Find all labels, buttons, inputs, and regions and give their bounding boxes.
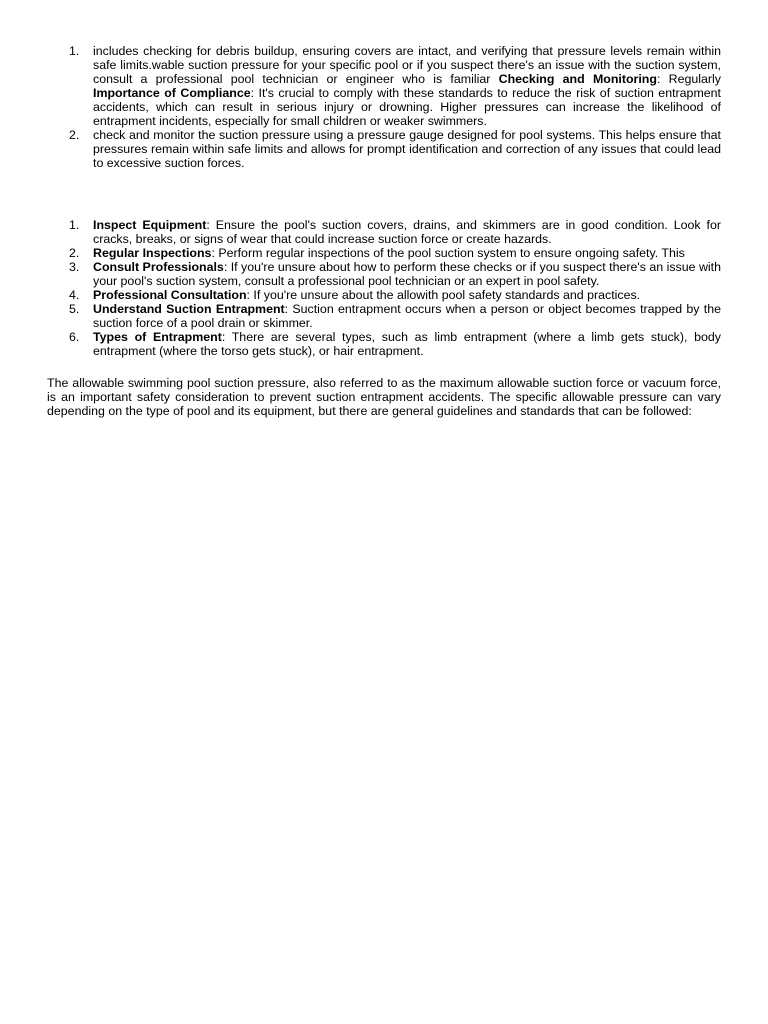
list-item: [47, 260, 721, 288]
list-item: [47, 302, 721, 330]
list-item-text: Regular Inspections: Perform regular inspections of the pool suction system to ensure ongoing safety. This: [93, 246, 685, 260]
list-number: 1.: [69, 44, 80, 58]
bold-term: Importance of Compliance: [93, 86, 251, 100]
list-item: [47, 218, 721, 246]
list-item-text: includes checking for debris buildup, ensuring covers are intact, and verifying that pressure levels remain within safe limits.wable suction pressure for your specific pool or if you suspect there's an issue with the suction system, consult a professional pool technician or engineer who is familiar Checking and Monitoring: Regularly Importance of Compliance: It's crucial to comply with these standards to reduce the risk of suction entrapment accidents, which can result in serious injury or drowning. Higher pressures can increase the likelihood of entrapment incidents, especially for small children or weaker swimmers.: [93, 44, 721, 128]
numbered-list-top: [47, 44, 721, 170]
list-item: [47, 288, 721, 302]
body-paragraph: The allowable swimming pool suction pressure, also referred to as the maximum allowable suction force or vacuum force, is an important safety consideration to prevent suction entrapment accidents. The specific allowable pressure can vary depending on the type of pool and its equipment, but there are general guidelines and standards that can be followed:: [47, 376, 721, 418]
list-item-text: check and monitor the suction pressure using a pressure gauge designed for pool systems. This helps ensure that pressures remain within safe limits and allows for prompt identification and correction of any issues that could lead to excessive suction forces.: [93, 128, 721, 170]
list-item-text: Professional Consultation: If you're unsure about the allowith pool safety standards and practices.: [93, 288, 641, 302]
list-item: [47, 128, 721, 170]
list-number: 1.: [69, 218, 80, 232]
bold-term: Regular Inspections: [93, 246, 212, 260]
list-item: [47, 330, 721, 358]
list-number: 3.: [69, 260, 80, 274]
document-body: [47, 44, 721, 430]
bold-term: Consult Professionals: [93, 260, 224, 274]
list-number: 2.: [69, 246, 80, 260]
list-item-text: Inspect Equipment: Ensure the pool's suction covers, drains, and skimmers are in good condition. Look for cracks, breaks, or signs of wear that could increase suction force or create hazards.: [93, 218, 721, 246]
numbered-list-bottom: [47, 218, 721, 358]
list-item-text: Types of Entrapment: There are several types, such as limb entrapment (where a limb gets stuck), body entrapment (where the torso gets stuck), or hair entrapment.: [93, 330, 721, 358]
bold-term: Types of Entrapment: [93, 330, 222, 344]
list-item: [47, 44, 721, 128]
bold-term: Understand Suction Entrapment: [93, 302, 285, 316]
list-number: 6.: [69, 330, 80, 344]
bold-term: Inspect Equipment: [93, 218, 207, 232]
list-number: 4.: [69, 288, 80, 302]
bold-term: Checking and Monitoring: [498, 72, 657, 86]
list-item-text: Consult Professionals: If you're unsure about how to perform these checks or if you suspect there's an issue with your pool's suction system, consult a professional pool technician or an expert in pool safety.: [93, 260, 721, 288]
list-item-text: Understand Suction Entrapment: Suction entrapment occurs when a person or object becomes trapped by the suction force of a pool drain or skimmer.: [93, 302, 721, 330]
list-item: [47, 246, 721, 260]
bold-term: Professional Consultation: [93, 288, 247, 302]
list-number: 2.: [69, 128, 80, 142]
list-number: 5.: [69, 302, 80, 316]
